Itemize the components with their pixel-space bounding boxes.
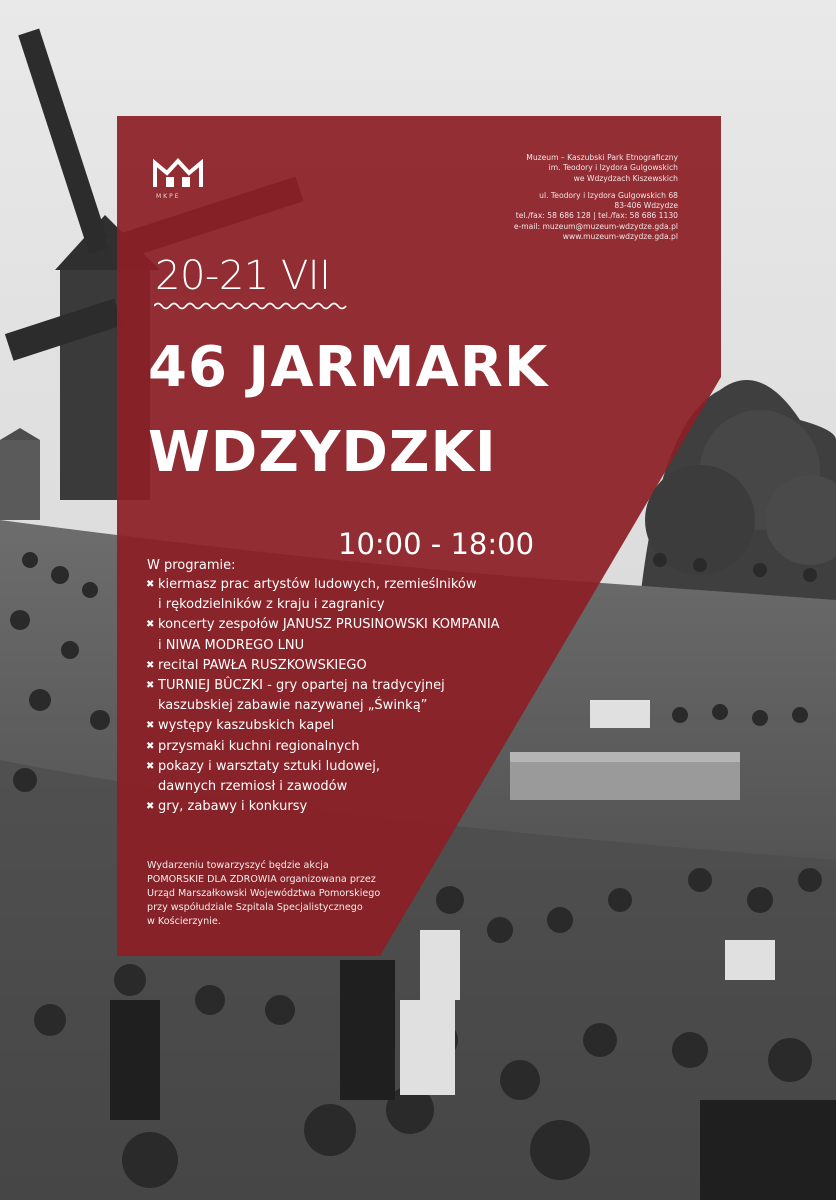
program-item: ✖ kiermasz prac artystów ludowych, rzemieślników i rękodzielników z kraju i zagranicy [146,577,477,613]
bullet-icon: ✖ [146,801,155,813]
bullet-icon: ✖ [146,720,155,732]
museum-line: ul. Teodory i Izydora Gulgowskich 68 [539,190,678,200]
event-title-line2: WDZYDZKI [148,420,497,485]
program-item: ✖ recital PAWŁA RUSZKOWSKIEGO [146,656,500,676]
museum-contact [514,153,678,242]
museum-line: e-mail: muzeum@muzeum-wdzydze.gda.pl [513,221,678,231]
note-line: Wydarzeniu towarzyszyć będzie akcja [147,860,329,871]
note-line: Urząd Marszałkowski Województwa Pomorskiego [147,888,381,900]
museum-line: tel./fax: 58 686 128 | tel./fax: 58 686 1130 [515,211,678,221]
sponsor-note [147,859,380,929]
program-heading: W programie: [147,558,236,573]
museum-line: im. Teodory i Izydora Gulgowskich [548,163,678,173]
logo-caption: MKPE [156,193,181,200]
program-item: ✖ koncerty zespołów JANUSZ PRUSINOWSKI KOMPANIA i NIWA MODREGO LNU [146,617,500,653]
bullet-icon: ✖ [146,760,155,772]
bullet-icon: ✖ [146,680,155,692]
wave-divider [154,300,350,312]
museum-line: Muzeum – Kaszubski Park Etnograficzny [526,153,678,162]
museum-line: 83-406 Wdzydze [614,201,678,211]
museum-spacer [514,184,678,191]
bullet-icon: ✖ [146,619,155,631]
bullet-icon: ✖ [146,579,155,590]
note-line: przy współudziale Szpitala Specjalistycznego [147,902,363,914]
program-item: ✖ TURNIEJ BÛCZKI - gry opartej na tradycyjnej kaszubskiej zabawie nazywanej „Świnką” [146,678,445,714]
program-item: ✖ występy kaszubskich kapel [146,716,500,736]
event-dates: 20-21 VII [155,253,331,299]
museum-line: www.muzeum-wdzydze.gda.pl [562,232,678,242]
note-line: w Kościerzynie. [147,916,221,928]
bullet-icon: ✖ [146,659,155,671]
bullet-icon: ✖ [146,740,155,752]
program-item: ✖ pokazy i warsztaty sztuki ludowej, dawnych rzemiosł i zawodów [146,758,381,795]
program-list [146,575,500,817]
note-line: POMORSKIE DLA ZDROWIA organizowana przez [147,874,376,886]
program-item: ✖ przysmaki kuchni regionalnych [146,737,500,757]
museum-line: we Wdzydzach Kiszewskich [573,173,678,183]
program-item: ✖ gry, zabawy i konkursy [146,797,500,817]
event-title-line1: 46 JARMARK [148,335,549,400]
event-hours: 10:00 - 18:00 [338,527,535,561]
